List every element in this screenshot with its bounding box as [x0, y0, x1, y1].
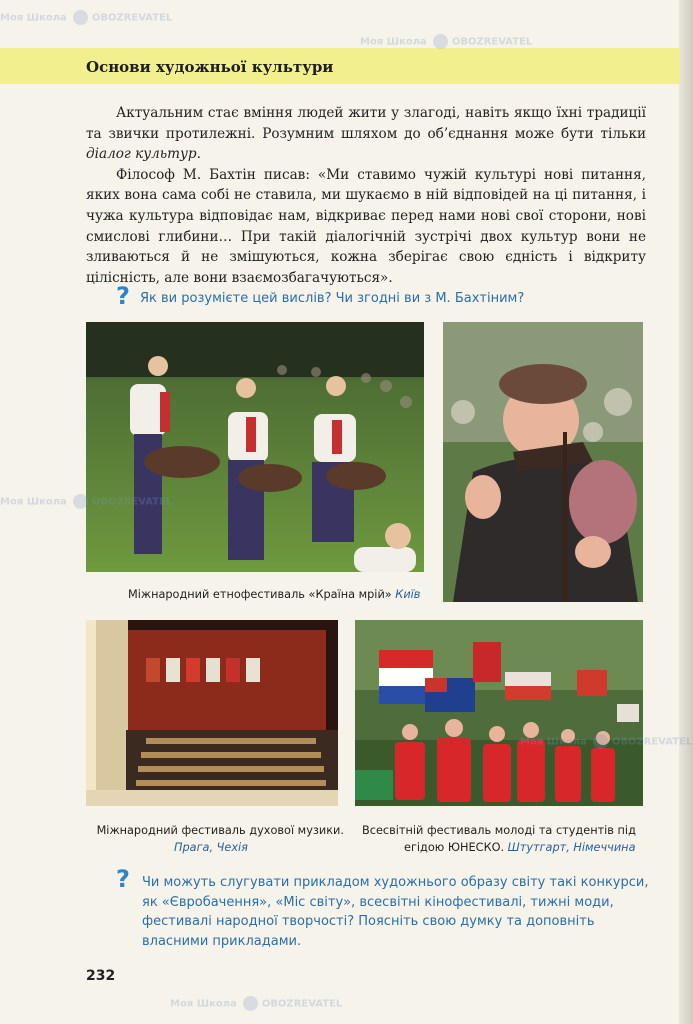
question-1: Як ви розумієте цей вислів? Чи згодні ви з М. Бахтіним? [140, 291, 525, 306]
caption-youth-line-2 [362, 839, 644, 856]
caption-youth-festival [362, 822, 644, 856]
paragraph-2-bakhtin-quote: Філософ М. Бахтін писав: «Ми ставимо чужій культурі нові питання, яких вона сама собі не ставила, ми шукаємо в ній відповідей на ці питання, і чужа культура відповідає нам, відкриває перед нами нові свої сторони, нові смислові глибини… При такій діалогічній зустрічі двох культур вони не зливаються й не змішуються, кожна зберігає свою єдність і відкриту цілісність, але вони взаємозбагачуються». [86, 166, 646, 286]
question-2-line-3: фестивалі народної творчості? Поясніть свою думку та доповніть [142, 914, 595, 930]
caption-youth-line-1: Всесвітній фестиваль молоді та студентів під [362, 824, 636, 837]
photo-ethno-festival [86, 322, 424, 572]
watermark-logo-icon [73, 10, 88, 25]
photo-bagpiper [443, 322, 643, 602]
watermark: Моя Школа OBOZREVATEL [170, 996, 342, 1011]
watermark-logo-icon [433, 34, 448, 49]
question-2-line-4: власними прикладами. [142, 933, 302, 949]
caption-youth-line-2-text: егідою ЮНЕСКО. [404, 841, 508, 854]
question-mark-icon-2: ? [116, 865, 130, 893]
caption-ethno-festival-city: Київ [395, 588, 421, 601]
question-2-line-2: як «Євробачення», «Міс світу», всесвітні кінофестивалі, тижні моди, [142, 894, 614, 910]
caption-brass-city: Прага, Чехія [174, 841, 248, 854]
question-mark-icon: ? [116, 282, 130, 310]
section-header-title: Основи художньої культури [86, 58, 334, 76]
photo-brass-music-festival [86, 620, 338, 806]
paragraph-1-emphasis: діалог культур [86, 146, 197, 163]
paragraph-1-text: Актуальним стає вміння людей жити у злагоді, навіть якщо їхні традиції та звички протилежні. Розумним шляхом до об’єднання може бути тільки [86, 105, 646, 142]
watermark: Моя Школа OBOZREVATEL [520, 734, 692, 749]
caption-youth-city: Штутгарт, Німеччина [507, 841, 636, 854]
watermark-logo-icon [243, 996, 258, 1011]
page-edge [679, 0, 693, 1024]
paragraph-1 [86, 103, 646, 165]
caption-ethno-festival-text: Міжнародний етнофестиваль «Країна мрій» [128, 588, 392, 601]
caption-ethno-festival [128, 586, 420, 603]
caption-brass-music-festival [86, 822, 344, 856]
watermark: Моя Школа OBOZREVATEL [0, 10, 172, 25]
question-2-line-1: Чи можуть слугувати прикладом художнього образу світу такі конкурси, [142, 875, 649, 890]
photo-youth-festival [355, 620, 643, 806]
watermark: Моя Школа OBOZREVATEL [0, 494, 172, 509]
page-number: 232 [86, 968, 116, 984]
watermark: Моя Школа OBOZREVATEL [360, 34, 532, 49]
question-2 [142, 873, 648, 951]
caption-brass-line-1: Міжнародний фестиваль духової музики. [96, 824, 344, 837]
body-text [86, 103, 646, 288]
paragraph-1-end: . [196, 146, 201, 163]
